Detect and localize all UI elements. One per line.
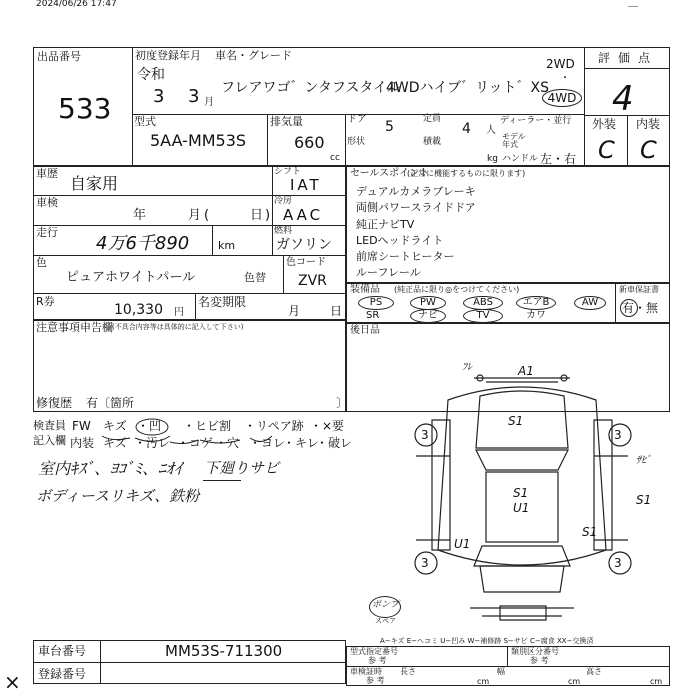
equip-airbag: エアB <box>516 296 556 310</box>
handle-value: 左・右 <box>540 152 577 166</box>
class-number-label: 類別区分番号 <box>511 647 559 656</box>
equip-pw: PW <box>410 296 446 310</box>
name-change-label: 名変期限 <box>198 295 247 309</box>
capacity-value: 4 <box>462 121 471 137</box>
inspector-int-burn: ・コゲ <box>177 436 214 450</box>
fuel-label: 燃料 <box>274 226 293 236</box>
selling-point-5: 前席シートヒーター <box>356 250 455 263</box>
color-value: ピュアホワイトパール <box>66 270 196 285</box>
diagram-top-label: A1 <box>518 364 534 378</box>
inspector-int-hole: ・穴 <box>215 436 240 450</box>
type-value: 5AA-MM53S <box>150 131 247 150</box>
capacity-label: 定員 <box>423 114 442 124</box>
chassis-value: MM53S-711300 <box>165 642 283 660</box>
color-change-label: 色替 <box>244 271 266 284</box>
registration-era: 令和 <box>137 67 165 83</box>
equip-leather: カワ <box>526 310 546 321</box>
corner-mark <box>628 0 638 7</box>
drive-2wd: 2WD <box>546 57 575 71</box>
wheel-rr-score: 3 <box>614 556 622 570</box>
inspection-day: 日 <box>250 208 264 223</box>
ref-label-3: 参 考 <box>366 676 385 685</box>
cert-label: 車検証時 <box>350 667 382 676</box>
load-label: 積載 <box>423 137 442 147</box>
ac-value: AAC <box>283 206 324 224</box>
registration-year: 3 <box>153 86 165 107</box>
divider <box>195 293 196 320</box>
height-unit: cm <box>650 677 663 686</box>
selling-points-sub: (正常に機能するものに限ります) <box>407 169 526 178</box>
inspector-int-dirt: ・汚レ <box>134 436 171 450</box>
chassis-label: 車台番号 <box>38 644 87 658</box>
inspector-int-label: 内装 <box>70 436 95 450</box>
equip-abs: ABS <box>463 296 503 310</box>
handwritten-line-2: 下廻りサビ <box>204 459 280 477</box>
length-unit: cm <box>477 677 490 686</box>
lot-number: 533 <box>58 92 112 125</box>
wheel-fl-score: 3 <box>421 428 429 442</box>
shift-label: シフト <box>274 167 302 177</box>
notes-sub: (不具合内容等は具体的に記入して下さい) <box>112 323 244 331</box>
drive-dot: ・ <box>560 73 570 84</box>
inspector-ext-dent: ・凹 <box>137 419 162 433</box>
mileage-value: 4万6千890 <box>96 233 190 254</box>
selling-point-3: 純正ナビTV <box>356 218 415 231</box>
divider <box>283 255 284 293</box>
reg-number-label: 登録番号 <box>38 667 87 681</box>
equip-ps: PS <box>358 296 394 310</box>
mileage-unit: km <box>218 239 236 252</box>
divider <box>615 283 616 323</box>
diagram-roof-label-2: U1 <box>513 501 530 515</box>
history-value: 自家用 <box>70 174 119 193</box>
wheel-fr-score: 3 <box>614 428 622 442</box>
inspection-month: 月 <box>188 208 202 223</box>
divider <box>33 195 273 196</box>
interior-label: 内装 <box>636 117 661 131</box>
paren-close: ) <box>265 208 271 223</box>
shift-value: IAT <box>290 176 322 194</box>
equipment-sub: (純正品に限り◎をつけてください) <box>394 285 520 294</box>
registration-label: 初度登録年月 <box>135 49 201 62</box>
repair-value: 有〔箇所 <box>86 396 135 410</box>
model-grade: 4WDハイブ゛リット゛XS <box>386 80 550 96</box>
divider <box>212 225 213 255</box>
diagram-right-label: S1 <box>636 493 652 507</box>
divider <box>627 115 628 166</box>
warranty-label: 新車保証書 <box>619 285 659 294</box>
diagram-tl-label: ﾌﾚ <box>462 362 472 373</box>
drive-4wd-circled: 4WD <box>542 89 582 107</box>
displacement-label: 排気量 <box>270 115 303 128</box>
handle-label: ハンドル <box>502 154 539 164</box>
recycle-value: 10,330 <box>114 302 163 318</box>
inspector-label-1: 検査員 <box>33 419 66 432</box>
equip-tv: TV <box>463 309 503 323</box>
inspector-ext-scratch: キズ <box>103 419 127 433</box>
inspector-label-2: 記入欄 <box>33 434 66 447</box>
inspector-int-wrinkle: ・ヨレ <box>249 436 286 450</box>
displacement-unit: cc <box>330 153 340 163</box>
ref-label-2: 参 考 <box>530 656 549 665</box>
warranty-circle <box>620 299 638 317</box>
doors-label: ドア <box>347 114 367 125</box>
equipment-label: 装備品 <box>350 284 380 295</box>
front-bumper <box>474 378 570 382</box>
diagram-hood-label: S1 <box>508 414 524 428</box>
inspector-ext-crack: ・ヒビ割 <box>183 419 232 433</box>
width-unit: cm <box>568 677 581 686</box>
name-change-month: 月 <box>288 304 301 318</box>
handwritten-line-1: 室内ｷｽﾞ、ﾖｺﾞﾐ、ﾆｵｲ <box>38 459 183 478</box>
height-label: 高さ <box>586 667 602 676</box>
repair-label: 修復歴 <box>36 396 73 410</box>
registration-month: 3 <box>188 86 200 107</box>
inspection-label: 車検 <box>36 196 58 209</box>
notes-label: 注意事項申告欄 <box>36 321 113 334</box>
model-name: フレアワゴ゛ンタフスタイル <box>221 80 402 96</box>
inspector-int-cut: ・キレ <box>283 436 319 450</box>
fuel-value: ガソリン <box>276 237 332 253</box>
capacity-unit: 人 <box>486 125 496 136</box>
inspector-hand-marks <box>100 418 345 454</box>
recycle-unit: 円 <box>174 307 184 318</box>
rear-bumper <box>470 608 574 616</box>
length-label: 長さ <box>400 667 416 676</box>
type-label: 型式 <box>134 115 156 128</box>
spare-sublabel: スペア <box>375 617 396 625</box>
dealer-label: ディーラー・並行 <box>500 116 572 126</box>
inspector-ext-repair: ・リペア跡 <box>244 419 304 433</box>
width-label: 幅 <box>497 667 505 676</box>
registration-month-unit: 月 <box>204 97 214 108</box>
equip-navi: ナビ <box>410 309 446 323</box>
selling-points-label: セールスポイント <box>350 168 430 179</box>
displacement-value: 660 <box>294 133 325 152</box>
spare-label: ポンプ <box>372 600 400 610</box>
damage-legend: A−キズ E−ヘコミ U−凹み W−補修跡 S−サビ C−腐食 XX−交換済 <box>380 637 594 645</box>
color-code-label: 色コード <box>286 257 326 268</box>
mileage-label: 走行 <box>36 226 58 239</box>
divider <box>272 166 273 255</box>
divider <box>507 646 508 666</box>
timestamp: 2024/06/26 17:47 <box>36 0 117 9</box>
score-label: 評価点 <box>598 51 659 65</box>
equip-aw: AW <box>574 296 606 310</box>
equip-sr: SR <box>366 310 380 321</box>
windshield <box>476 450 568 470</box>
model-year-label: モデル年式 <box>502 132 526 149</box>
divider <box>33 255 346 256</box>
divider <box>100 640 101 684</box>
exterior-label: 外装 <box>592 117 617 131</box>
recycle-label: R券 <box>36 295 55 308</box>
warranty-value: 有・無 <box>622 301 659 315</box>
car-diagram <box>404 360 670 630</box>
score-value: 4 <box>612 79 634 119</box>
inspector-int-tear: ・破レ <box>316 436 353 450</box>
underline <box>203 480 241 481</box>
diagram-rtop-label: ｻﾋﾞ <box>636 455 651 466</box>
diagram-roof-label-1: S1 <box>513 486 529 500</box>
interior-score: C <box>640 136 657 164</box>
selling-point-6: ルーフレール <box>356 266 421 279</box>
handwritten-line-3: ボディースリキズ、鉄粉 <box>36 487 200 505</box>
mark-strokes <box>102 436 272 444</box>
selling-point-2: 両側パワースライドドア <box>356 201 476 214</box>
mark-circle <box>136 419 168 435</box>
exterior-score: C <box>598 136 615 164</box>
divider <box>345 114 346 166</box>
divider <box>267 114 268 166</box>
rear-hatch <box>480 566 564 592</box>
model-label: 車名・グレード <box>215 49 292 62</box>
divider <box>33 225 273 226</box>
repair-close: 〕 <box>336 396 349 410</box>
color-label: 色 <box>36 256 47 269</box>
diagram-ldoor-label: U1 <box>454 537 471 551</box>
inspector-ext-fw: FW <box>72 419 91 433</box>
shape-label: 形状 <box>347 137 366 147</box>
inspection-year: 年 <box>133 208 147 223</box>
wheel-rl-score: 3 <box>421 556 429 570</box>
after-items-label: 後日品 <box>350 325 380 336</box>
name-change-day: 日 <box>330 304 343 318</box>
ac-label: 冷房 <box>274 196 293 206</box>
paren-open: ( <box>204 208 210 223</box>
diagram-rdoor-label: S1 <box>582 525 598 539</box>
ref-label-1: 参 考 <box>368 656 387 665</box>
type-designation-label: 型式指定番号 <box>350 647 398 656</box>
divider <box>33 662 346 663</box>
divider <box>346 666 670 667</box>
inspector-ext-replace: ・×要 <box>310 419 345 433</box>
divider <box>33 293 346 294</box>
color-code: ZVR <box>298 273 327 289</box>
history-label: 車歴 <box>36 167 58 180</box>
selling-point-1: デュアルカメラブレーキ <box>356 185 476 198</box>
divider <box>584 68 670 69</box>
doors-value: 5 <box>385 119 394 135</box>
inspector-int-scratch: キズ <box>103 436 127 450</box>
selling-point-4: LEDヘッドライト <box>356 234 444 247</box>
load-unit: kg <box>487 154 498 164</box>
lot-label: 出品番号 <box>37 50 81 63</box>
cross-mark: × <box>4 670 21 694</box>
